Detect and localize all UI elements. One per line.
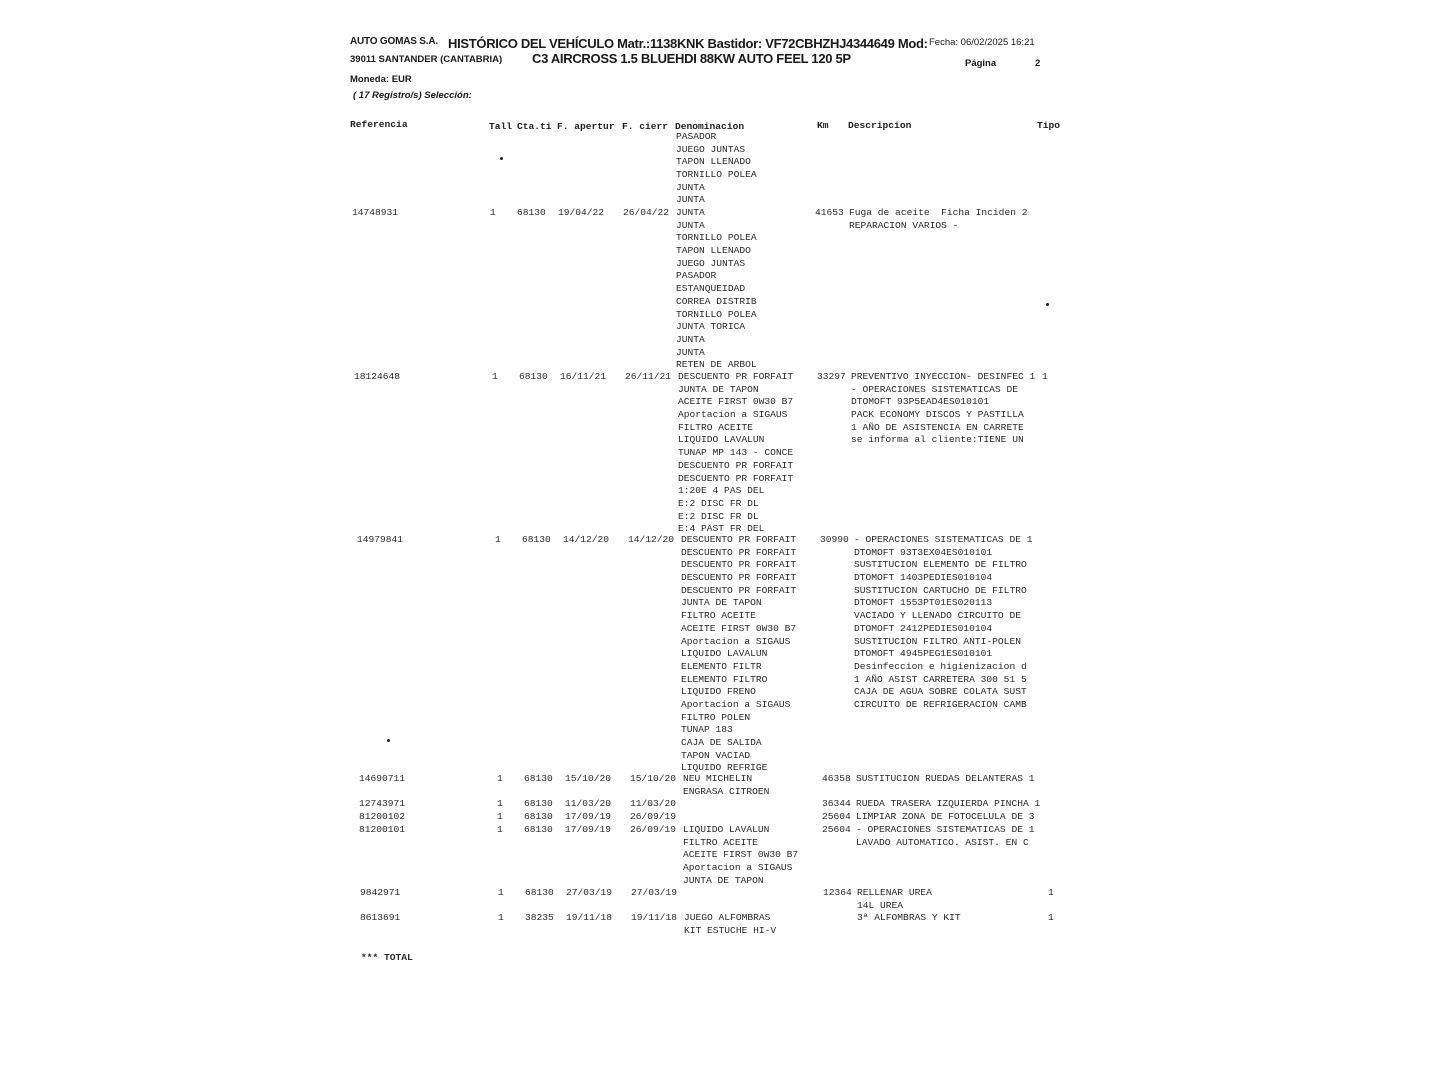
record-ref: 14979841: [357, 534, 404, 545]
record-taller: 1: [498, 912, 504, 923]
record-description: [856, 773, 1034, 786]
list-item: DESCUENTO PR FORFAIT: [681, 534, 797, 545]
record-ref: 81200102: [359, 811, 406, 822]
record-items: [678, 371, 793, 536]
list-item: ACEITE FIRST 0W30 B7: [683, 849, 799, 861]
list-item: CORREA DISTRIB: [676, 295, 757, 307]
list-item: JUNTA: [676, 181, 705, 193]
record-ref: 9842971: [360, 887, 401, 898]
record-taller: 1: [497, 824, 503, 835]
record-items: [681, 534, 796, 775]
list-item: TAPON LLENADO: [676, 245, 751, 257]
record-taller: 1: [495, 534, 501, 545]
record-cierre: 27/03/19: [631, 887, 678, 898]
col-tipo: Tipo: [1037, 120, 1061, 131]
description-line: PACK ECONOMY DISCOS Y PASTILLA: [851, 409, 1024, 421]
description-line: DTOMOFT 2412PEDIES010104: [854, 622, 993, 634]
record-items: [676, 207, 757, 372]
description-line: 3ª ALFOMBRAS Y KIT: [857, 912, 961, 923]
list-item: JUEGO JUNTAS: [676, 257, 746, 269]
list-item: Aportacion a SIGAUS: [683, 862, 793, 874]
list-item: KIT ESTUCHE HI-V: [684, 924, 777, 936]
list-item: FILTRO POLEN: [681, 711, 751, 723]
record-cierre: 26/11/21: [625, 371, 672, 382]
record-ref: 14748931: [352, 207, 399, 218]
record-apertura: 17/09/19: [565, 811, 612, 822]
description-line: Desinfeccion e higienizacion d: [854, 660, 1027, 672]
list-item: DESCUENTO PR FORFAIT: [678, 472, 794, 484]
list-item: LIQUIDO LAVALUN: [678, 434, 765, 446]
col-apertura: F. apertur: [557, 121, 615, 132]
record-km: 33297: [817, 371, 846, 382]
list-item: DESCUENTO PR FORFAIT: [681, 572, 797, 584]
record-cierre: 14/12/20: [628, 534, 675, 545]
record-cta: 68130: [519, 371, 548, 382]
list-item: JUNTA: [676, 333, 705, 345]
list-item: DESCUENTO PR FORFAIT: [681, 584, 797, 596]
record-ref: 18124648: [354, 371, 401, 382]
description-line: SUSTITUCION FILTRO ANTI-POLEN: [854, 635, 1021, 647]
record-taller: 1: [490, 207, 496, 218]
list-item: JUEGO ALFOMBRAS: [684, 912, 771, 923]
list-item: CAJA DE SALIDA: [681, 737, 762, 748]
list-item: TUNAP 183: [681, 724, 733, 736]
record-tipo: 1: [1048, 912, 1054, 923]
company-name: AUTO GOMAS S.A.: [350, 36, 438, 47]
list-item: DESCUENTO PR FORFAIT: [678, 371, 794, 382]
total-label: *** TOTAL: [361, 952, 413, 963]
record-cierre: 19/11/18: [631, 912, 678, 923]
record-cta: 38235: [525, 912, 554, 923]
record-km: 30990: [820, 534, 849, 545]
page-label: Página: [965, 58, 997, 69]
description-line: Fuga de aceite Ficha Inciden 2: [849, 207, 1028, 218]
record-taller: 1: [498, 887, 504, 898]
list-item: ACEITE FIRST 0W30 B7: [681, 622, 797, 634]
list-item: E:2 DISC FR DL: [678, 510, 759, 522]
list-item: ESTANQUEIDAD: [676, 283, 746, 295]
record-apertura: 19/04/22: [558, 207, 605, 218]
col-cierre: F. cierr: [622, 121, 669, 132]
record-cta: 68130: [525, 887, 554, 898]
record-description: [849, 207, 1027, 232]
record-ref: 12743971: [359, 798, 406, 809]
col-denominacion: Denominacion: [675, 121, 745, 132]
record-items: [683, 824, 798, 887]
list-item: JUNTA: [676, 207, 705, 218]
record-apertura: 15/10/20: [565, 773, 612, 784]
record-description: [857, 887, 932, 912]
description-line: VACIADO Y LLENADO CIRCUITO DE: [854, 610, 1021, 622]
list-item: PASADOR: [676, 131, 717, 142]
record-cta: 68130: [524, 798, 553, 809]
record-cta: 68130: [522, 534, 551, 545]
record-apertura: 14/12/20: [563, 534, 610, 545]
currency: Moneda: EUR: [350, 74, 412, 85]
list-item: JUNTA DE TAPON: [681, 597, 762, 609]
list-item: TAPON VACIAD: [681, 749, 751, 761]
list-item: ENGRASA CITROEN: [683, 785, 770, 797]
record-description: [856, 824, 1034, 849]
company-city: 39011 SANTANDER (CANTABRIA): [350, 54, 503, 65]
description-line: - OPERACIONES SISTEMATICAS DE 1: [856, 824, 1035, 835]
description-line: PREVENTIVO INYECCION- DESINFEC 1: [851, 371, 1036, 382]
list-item: NEU MICHELIN: [683, 773, 753, 784]
record-apertura: 19/11/18: [566, 912, 613, 923]
list-item: Aportacion a SIGAUS: [678, 409, 788, 421]
list-item: TUNAP MP 143 - CONCE: [678, 447, 794, 459]
description-line: DTOMOFT 1403PEDIES010104: [854, 572, 993, 584]
list-item: Aportacion a SIGAUS: [681, 698, 791, 710]
description-line: DTOMOFT 93T3EX04ES010101: [854, 546, 993, 558]
record-km: 25604: [822, 824, 851, 835]
record-cierre: 26/09/19: [630, 811, 677, 822]
record-apertura: 16/11/21: [560, 371, 607, 382]
page-number: 2: [1035, 58, 1041, 69]
record-items: [683, 773, 769, 798]
report-date: Fecha: 06/02/2025 16:21: [929, 37, 1035, 48]
scan-speck: [1046, 303, 1049, 306]
record-description: [857, 912, 961, 925]
record-cta: 68130: [524, 811, 553, 822]
list-item: LIQUIDO REFRIGE: [681, 762, 768, 774]
description-line: DTOMOFT 4945PEG1ES010101: [854, 648, 993, 660]
scan-speck: [387, 739, 390, 742]
description-line: SUSTITUCION CARTUCHO DE FILTRO: [854, 584, 1027, 596]
record-ref: 81200101: [359, 824, 406, 835]
list-item: DESCUENTO PR FORFAIT: [681, 559, 797, 571]
record-km: 25604: [822, 811, 851, 822]
record-cta: 68130: [517, 207, 546, 218]
description-line: CIRCUITO DE REFRIGERACION CAMB: [854, 698, 1027, 710]
record-taller: 1: [492, 371, 498, 382]
description-line: RELLENAR UREA: [857, 887, 932, 898]
continuation-items: [676, 131, 757, 207]
record-taller: 1: [497, 798, 503, 809]
list-item: E:2 DISC FR DL: [678, 497, 759, 509]
scan-speck: [500, 157, 503, 160]
vehicle-model: C3 AIRCROSS 1.5 BLUEHDI 88KW AUTO FEEL 120 5P: [532, 51, 851, 66]
description-line: - OPERACIONES SISTEMATICAS DE: [851, 383, 1018, 395]
col-descripcion: Descripcion: [848, 120, 912, 131]
list-item: E:4 PAST FR DEL: [678, 523, 765, 535]
record-cierre: 15/10/20: [630, 773, 677, 784]
record-description: [856, 798, 1040, 811]
list-item: TORNILLO POLEA: [676, 169, 757, 181]
description-line: DTOMOFT 1553PT01ES020113: [854, 597, 993, 609]
description-line: CAJA DE AGUA SOBRE COLATA SUST: [854, 686, 1027, 698]
list-item: JUNTA DE TAPON: [683, 874, 764, 886]
record-ref: 14690711: [359, 773, 406, 784]
record-km: 41653: [815, 207, 844, 218]
list-item: ELEMENTO FILTR: [681, 660, 762, 672]
list-item: DESCUENTO PR FORFAIT: [681, 546, 797, 558]
list-item: FILTRO ACEITE: [678, 421, 753, 433]
description-line: 14L UREA: [857, 899, 904, 911]
list-item: JUEGO JUNTAS: [676, 143, 746, 155]
description-line: REPARACION VARIOS -: [849, 219, 959, 231]
record-apertura: 17/09/19: [565, 824, 612, 835]
col-referencia: Referencia: [350, 119, 408, 130]
description-line: LIMPIAR ZONA DE FOTOCELULA DE 3: [856, 811, 1035, 822]
record-cierre: 26/09/19: [630, 824, 677, 835]
record-ref: 8613691: [360, 912, 401, 923]
record-cta: 68130: [524, 773, 553, 784]
record-description: [851, 371, 1035, 447]
record-apertura: 27/03/19: [566, 887, 613, 898]
record-tipo: 1: [1048, 887, 1054, 898]
record-km: 12364: [823, 887, 852, 898]
list-item: TAPON LLENADO: [676, 156, 751, 168]
record-count: ( 17 Registro/s) Selección:: [353, 90, 472, 101]
list-item: JUNTA TORICA: [676, 321, 746, 333]
list-item: LIQUIDO LAVALUN: [683, 824, 770, 835]
record-cta: 68130: [524, 824, 553, 835]
description-line: se informa al cliente:TIENE UN: [851, 434, 1024, 446]
record-apertura: 11/03/20: [565, 798, 612, 809]
col-cta: Cta.ti: [517, 121, 552, 132]
record-taller: 1: [497, 811, 503, 822]
list-item: JUNTA: [676, 194, 705, 206]
list-item: LIQUIDO LAVALUN: [681, 648, 768, 660]
list-item: TORNILLO POLEA: [676, 308, 757, 320]
list-item: Aportacion a SIGAUS: [681, 635, 791, 647]
list-item: ELEMENTO FILTRO: [681, 673, 768, 685]
list-item: JUNTA: [676, 346, 705, 358]
list-item: LIQUIDO FRENO: [681, 686, 756, 698]
record-taller: 1: [497, 773, 503, 784]
list-item: FILTRO ACEITE: [681, 610, 756, 622]
list-item: TORNILLO POLEA: [676, 232, 757, 244]
description-line: RUEDA TRASERA IZQUIERDA PINCHA 1: [856, 798, 1041, 809]
list-item: RETEN DE ARBOL: [676, 359, 757, 371]
description-line: DTOMOFT 93P5EAD4ES010101: [851, 396, 990, 408]
col-taller: Tall: [489, 121, 513, 132]
report-title: HISTÓRICO DEL VEHÍCULO Matr.:1138KNK Bastidor: VF72CBHZHJ4344649 Mod:: [448, 36, 928, 51]
description-line: SUSTITUCION RUEDAS DELANTERAS 1: [856, 773, 1035, 784]
list-item: ACEITE FIRST 0W30 B7: [678, 396, 794, 408]
record-km: 46358: [822, 773, 851, 784]
list-item: DESCUENTO PR FORFAIT: [678, 459, 794, 471]
description-line: SUSTITUCION ELEMENTO DE FILTRO: [854, 559, 1027, 571]
description-line: LAVADO AUTOMATICO. ASIST. EN C: [856, 836, 1029, 848]
record-cierre: 11/03/20: [630, 798, 677, 809]
record-description: [856, 811, 1034, 824]
record-cierre: 26/04/22: [623, 207, 670, 218]
record-description: [854, 534, 1032, 712]
record-items: [684, 912, 776, 937]
list-item: 1:20E 4 PAS DEL: [678, 485, 765, 497]
col-km: Km: [817, 120, 829, 131]
description-line: - OPERACIONES SISTEMATICAS DE 1: [854, 534, 1033, 545]
record-tipo: 1: [1042, 371, 1048, 382]
record-km: 36344: [822, 798, 851, 809]
description-line: 1 AÑO DE ASISTENCIA EN CARRETE: [851, 421, 1024, 433]
list-item: JUNTA DE TAPON: [678, 383, 759, 395]
description-line: 1 AÑO ASIST CARRETERA 300 51 5: [854, 673, 1027, 685]
list-item: FILTRO ACEITE: [683, 836, 758, 848]
list-item: JUNTA: [676, 219, 705, 231]
list-item: PASADOR: [676, 270, 717, 282]
